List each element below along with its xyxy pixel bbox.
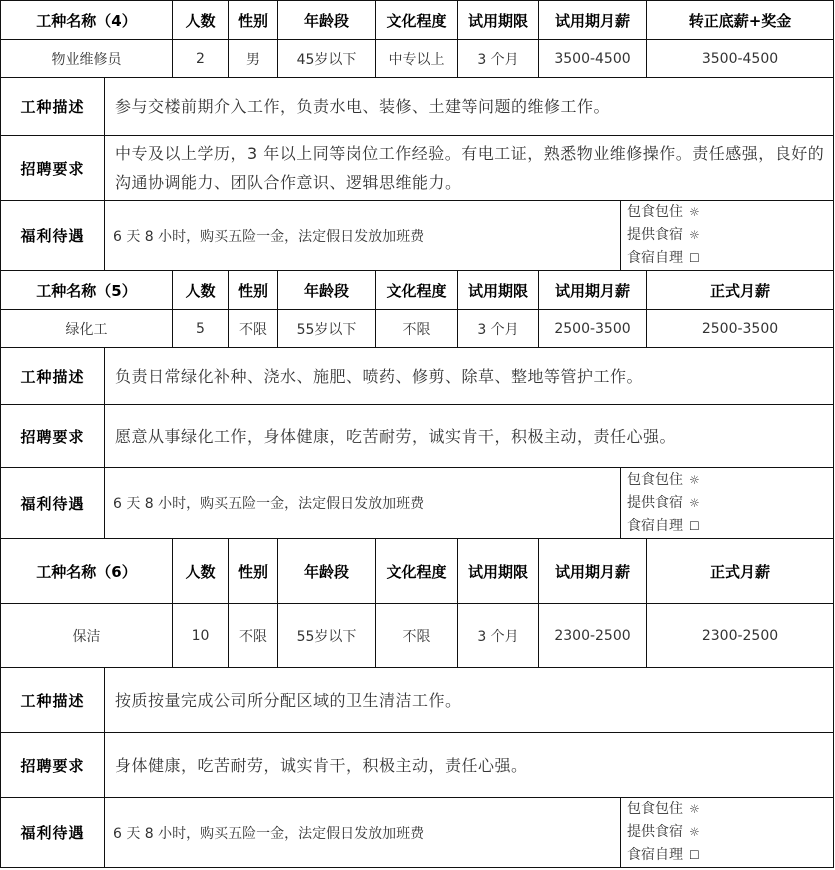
job-regular-salary: 2300-2500 <box>646 603 834 667</box>
job-title-header: 工种名称（6） <box>0 538 172 603</box>
benefit-option[interactable] <box>627 492 833 515</box>
benefit-option[interactable] <box>627 224 833 247</box>
benefit-option-label: 提供食宿 <box>627 494 683 511</box>
benefit-option-label: 提供食宿 <box>627 227 683 243</box>
benefit-option-label: 食宿自理 <box>627 250 683 266</box>
benefits-row <box>0 797 834 867</box>
description-label: 工种描述 <box>0 347 104 404</box>
job-education: 不限 <box>375 603 457 667</box>
benefit-option[interactable] <box>627 201 833 224</box>
count-header: 人数 <box>172 538 228 603</box>
job-title-header: 工种名称（5） <box>0 270 172 309</box>
job-education: 中专以上 <box>375 39 457 77</box>
description-row <box>0 347 834 404</box>
benefits-text: 6 天 8 小时，购买五险一金，法定假日发放加班费 <box>104 200 620 270</box>
benefit-option[interactable] <box>627 798 833 821</box>
benefits-label: 福利待遇 <box>0 797 104 867</box>
sun-checkbox-icon: ☼ <box>689 228 700 242</box>
job-header-row <box>0 0 834 39</box>
job-count: 10 <box>172 603 228 667</box>
job-age: 55岁以下 <box>277 603 375 667</box>
probation-salary-header: 试用期月薪 <box>538 270 646 309</box>
benefits-text: 6 天 8 小时，购买五险一金，法定假日发放加班费 <box>104 797 620 867</box>
description-row <box>0 667 834 732</box>
job-probation-salary: 2300-2500 <box>538 603 646 667</box>
probation-header: 试用期限 <box>457 538 538 603</box>
benefits-label: 福利待遇 <box>0 467 104 538</box>
job-probation: 3 个月 <box>457 309 538 347</box>
probation-header: 试用期限 <box>457 270 538 309</box>
requirements-text: 愿意从事绿化工作，身体健康，吃苦耐劳，诚实肯干，积极主动，责任心强。 <box>104 404 834 467</box>
requirements-text: 中专及以上学历，3 年以上同等岗位工作经验。有电工证，熟悉物业维修操作。责任感强，良好的沟通协调能力、团队合作意识、逻辑思维能力。 <box>104 135 834 200</box>
requirements-label: 招聘要求 <box>0 404 104 467</box>
sun-checkbox-icon: ☼ <box>689 495 700 510</box>
probation-salary-header: 试用期月薪 <box>538 0 646 39</box>
age-header: 年龄段 <box>277 0 375 39</box>
job-age: 55岁以下 <box>277 309 375 347</box>
checkbox-icon: ☐ <box>689 848 700 862</box>
sun-checkbox-icon: ☼ <box>689 472 700 487</box>
benefit-options <box>620 200 834 270</box>
benefit-option-label: 食宿自理 <box>627 517 683 534</box>
description-text: 按质按量完成公司所分配区域的卫生清洁工作。 <box>104 667 834 732</box>
benefit-option[interactable] <box>627 469 833 492</box>
requirements-label: 招聘要求 <box>0 732 104 797</box>
benefits-text: 6 天 8 小时，购买五险一金，法定假日发放加班费 <box>104 467 620 538</box>
requirements-text: 身体健康，吃苦耐劳，诚实肯干，积极主动，责任心强。 <box>104 732 834 797</box>
benefits-row <box>0 467 834 538</box>
job-probation-salary: 3500-4500 <box>538 39 646 77</box>
benefit-options <box>620 797 834 867</box>
job-values-row <box>0 309 834 347</box>
job-regular-salary: 3500-4500 <box>646 39 834 77</box>
job-age: 45岁以下 <box>277 39 375 77</box>
probation-salary-header: 试用期月薪 <box>538 538 646 603</box>
benefit-option-label: 包食包住 <box>627 471 683 488</box>
sun-checkbox-icon: ☼ <box>689 802 700 816</box>
benefit-option[interactable] <box>627 844 833 867</box>
age-header: 年龄段 <box>277 270 375 309</box>
job-probation-salary: 2500-3500 <box>538 309 646 347</box>
benefit-option[interactable] <box>627 247 833 270</box>
job-name: 绿化工 <box>0 309 172 347</box>
education-header: 文化程度 <box>375 270 457 309</box>
job-count: 2 <box>172 39 228 77</box>
description-text: 参与交楼前期介入工作，负责水电、装修、土建等问题的维修工作。 <box>104 77 834 135</box>
count-header: 人数 <box>172 0 228 39</box>
regular-salary-header: 转正底薪+奖金 <box>646 0 834 39</box>
job-name: 物业维修员 <box>0 39 172 77</box>
requirements-label: 招聘要求 <box>0 135 104 200</box>
benefit-option-label: 提供食宿 <box>627 824 683 840</box>
job-title-header: 工种名称（4） <box>0 0 172 39</box>
job-count: 5 <box>172 309 228 347</box>
checkbox-icon: ☐ <box>689 518 700 533</box>
job-gender: 不限 <box>228 603 277 667</box>
requirements-row <box>0 404 834 467</box>
requirements-row <box>0 135 834 200</box>
job-gender: 不限 <box>228 309 277 347</box>
count-header: 人数 <box>172 270 228 309</box>
benefit-option[interactable] <box>627 515 833 538</box>
gender-header: 性别 <box>228 538 277 603</box>
benefits-row <box>0 200 834 270</box>
description-label: 工种描述 <box>0 667 104 732</box>
description-label: 工种描述 <box>0 77 104 135</box>
description-row <box>0 77 834 135</box>
education-header: 文化程度 <box>375 0 457 39</box>
sun-checkbox-icon: ☼ <box>689 205 700 219</box>
gender-header: 性别 <box>228 270 277 309</box>
regular-salary-header: 正式月薪 <box>646 270 834 309</box>
benefits-label: 福利待遇 <box>0 200 104 270</box>
job-probation: 3 个月 <box>457 603 538 667</box>
requirements-row <box>0 732 834 797</box>
job-regular-salary: 2500-3500 <box>646 309 834 347</box>
job-education: 不限 <box>375 309 457 347</box>
job-values-row <box>0 603 834 667</box>
benefit-option-label: 食宿自理 <box>627 847 683 863</box>
description-text: 负责日常绿化补种、浇水、施肥、喷药、修剪、除草、整地等管护工作。 <box>104 347 834 404</box>
regular-salary-header: 正式月薪 <box>646 538 834 603</box>
gender-header: 性别 <box>228 0 277 39</box>
benefit-option[interactable] <box>627 821 833 844</box>
benefit-option-label: 包食包住 <box>627 801 683 817</box>
table-bottom-border <box>0 867 834 868</box>
age-header: 年龄段 <box>277 538 375 603</box>
job-name: 保洁 <box>0 603 172 667</box>
job-values-row <box>0 39 834 77</box>
job-header-row <box>0 270 834 309</box>
benefit-options <box>620 467 834 538</box>
job-header-row <box>0 538 834 603</box>
job-gender: 男 <box>228 39 277 77</box>
benefit-option-label: 包食包住 <box>627 204 683 220</box>
education-header: 文化程度 <box>375 538 457 603</box>
checkbox-icon: ☐ <box>689 251 700 265</box>
sun-checkbox-icon: ☼ <box>689 825 700 839</box>
probation-header: 试用期限 <box>457 0 538 39</box>
job-probation: 3 个月 <box>457 39 538 77</box>
